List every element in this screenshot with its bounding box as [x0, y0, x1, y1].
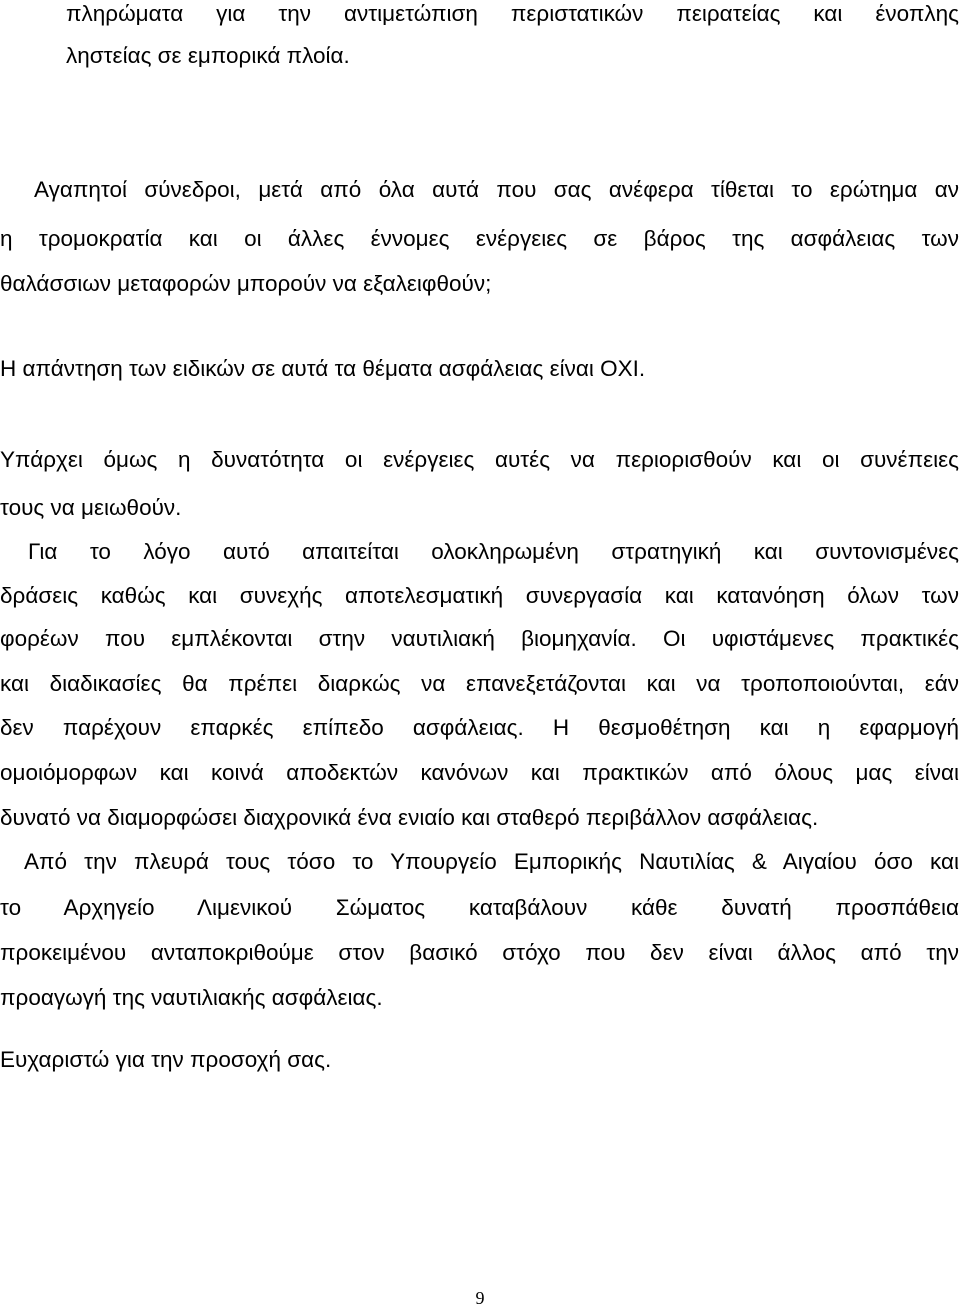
text-line: το Αρχηγείο Λιμενικού Σώματος καταβάλουν κάθε δυνατή προσπάθεια: [0, 895, 959, 920]
text-line: Η απάντηση των ειδικών σε αυτά τα θέματα ασφάλειας είναι ΟΧΙ.: [0, 356, 646, 381]
text-line: Υπάρχει όμως η δυνατότητα οι ενέργειες αυτές να περιορισθούν και οι συνέπειες: [0, 447, 959, 472]
text-line: τους να μειωθούν.: [0, 495, 182, 520]
text-line: Από την πλευρά τους τόσο το Υπουργείο Εμπορικής Ναυτιλίας & Αιγαίου όσο και: [24, 849, 959, 874]
text-line: ομοιόμορφων και κοινά αποδεκτών κανόνων και πρακτικών από όλους μας είναι: [0, 760, 959, 785]
text-line: δεν παρέχουν επαρκές επίπεδο ασφάλειας. Η θεσμοθέτηση και η εφαρμογή: [0, 715, 959, 740]
text-line: η τρομοκρατία και οι άλλες έννομες ενέργειες σε βάρος της ασφάλειας των: [0, 226, 959, 251]
text-line: δράσεις καθώς και συνεχής αποτελεσματική συνεργασία και κατανόηση όλων των: [0, 583, 959, 608]
text-line: θαλάσσιων μεταφορών μπορούν να εξαλειφθούν;: [0, 271, 492, 296]
text-line: και διαδικασίες θα πρέπει διαρκώς να επανεξετάζονται και να τροποποιούνται, εάν: [0, 671, 959, 696]
text-line: προκειμένου ανταποκριθούμε στον βασικό στόχο που δεν είναι άλλος από την: [0, 940, 959, 965]
text-line: Αγαπητοί σύνεδροι, μετά από όλα αυτά που σας ανέφερα τίθεται το ερώτημα αν: [34, 177, 959, 202]
text-line: προαγωγή της ναυτιλιακής ασφάλειας.: [0, 985, 383, 1010]
page-number: 9: [475, 1288, 485, 1308]
text-line: δυνατό να διαμορφώσει διαχρονικά ένα ενιαίο και σταθερό περιβάλλον ασφάλειας.: [0, 805, 819, 830]
text-line: πληρώματα για την αντιμετώπιση περιστατικών πειρατείας και ένοπλης: [66, 1, 959, 26]
text-line: φορέων που εμπλέκονται στην ναυτιλιακή βιομηχανία. Οι υφιστάμενες πρακτικές: [0, 626, 959, 651]
text-line: ληστείας σε εμπορικά πλοία.: [66, 43, 350, 68]
text-line: Ευχαριστώ για την προσοχή σας.: [0, 1047, 332, 1072]
text-line: Για το λόγο αυτό απαιτείται ολοκληρωμένη στρατηγική και συντονισμένες: [28, 539, 959, 564]
